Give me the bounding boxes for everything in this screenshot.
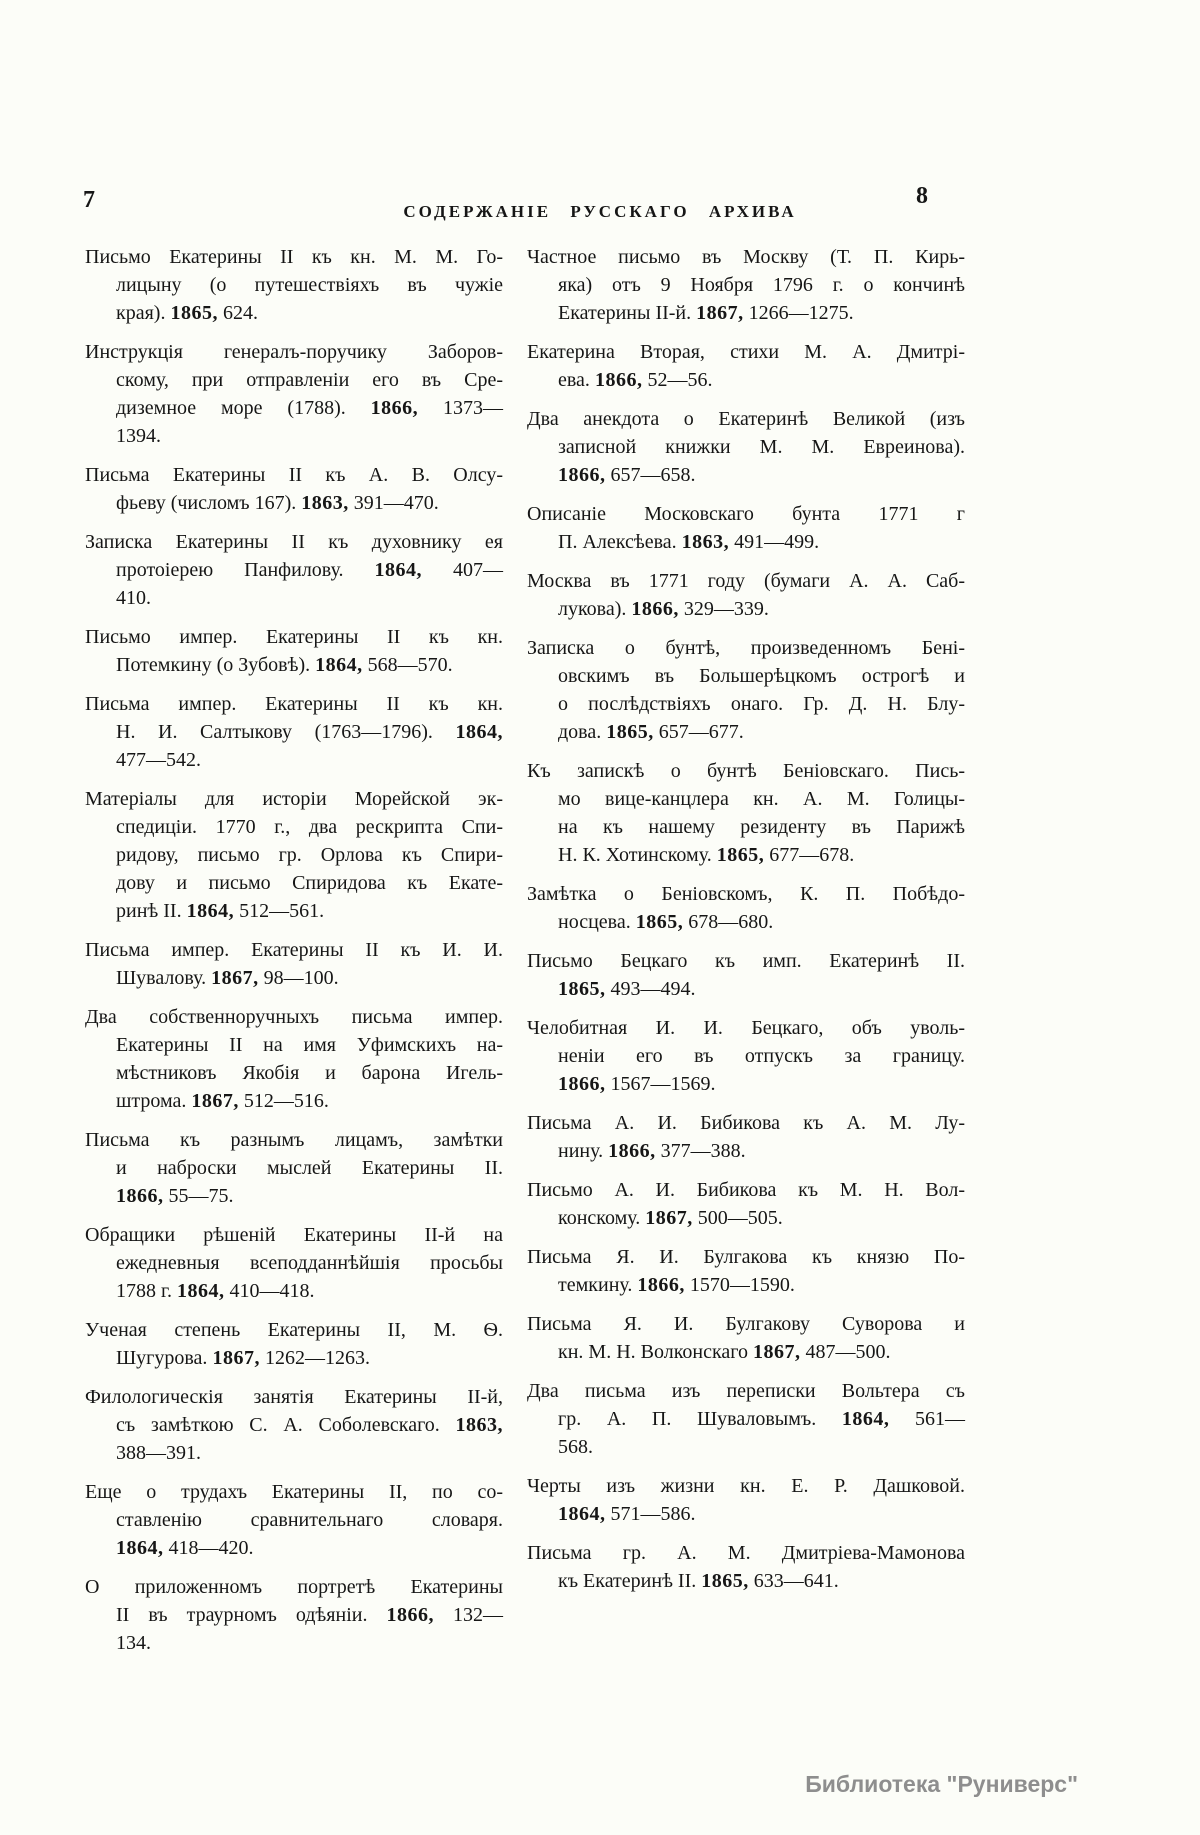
toc-entry: [85, 1478, 503, 1562]
toc-entry: [85, 1383, 503, 1467]
volume-year: 1864,: [186, 900, 235, 922]
toc-entry-line: конскому. 1867, 500—505.: [558, 1207, 783, 1229]
toc-entry-line: о послѣдствіяхъ онаго. Гр. Д. Н. Блу-: [558, 693, 965, 715]
toc-entry-line: лукова). 1866, 329—339.: [558, 598, 769, 620]
toc-entry-line: Екатерины II-й. 1867, 1266—1275.: [558, 302, 854, 324]
volume-year: 1864,: [315, 654, 363, 676]
toc-entry-line: Письма А. И. Бибикова къ А. М. Лу-: [527, 1112, 965, 1134]
volume-year: 1867,: [191, 1090, 239, 1112]
volume-year: 1867,: [696, 302, 744, 324]
toc-entry-line: съ замѣткою С. А. Соболевскаго. 1863,: [116, 1414, 503, 1436]
toc-entry-line: Черты изъ жизни кн. Е. Р. Дашковой.: [527, 1475, 965, 1497]
toc-entry-line: Письма Я. И. Булгакову Суворова и: [527, 1313, 965, 1335]
toc-entry-line: II въ траурномъ одѣяніи. 1866, 132—: [116, 1604, 504, 1626]
toc-entry-line: кн. М. Н. Волконскаго 1867, 487—500.: [558, 1341, 891, 1363]
toc-entry-line: штрома. 1867, 512—516.: [116, 1090, 329, 1112]
toc-entry-line: 568.: [558, 1436, 593, 1458]
toc-entry: [85, 1126, 503, 1210]
volume-year: 1863,: [301, 492, 349, 514]
volume-year: 1866,: [608, 1140, 656, 1162]
toc-entry-line: Записка Екатерины II къ духовнику ея: [85, 531, 503, 553]
toc-entry-line: и наброски мыслей Екатерины II.: [116, 1157, 503, 1179]
toc-entry-line: Екатерина Вторая, стихи М. А. Дмитрі-: [527, 341, 965, 363]
volume-year: 1865,: [716, 844, 765, 866]
page-number-left: 7: [83, 187, 95, 213]
toc-entry-line: ева. 1866, 52—56.: [558, 369, 713, 391]
toc-entry-line: 1866, 1567—1569.: [558, 1073, 716, 1095]
toc-entry-line: мѣстниковъ Якобія и барона Игель-: [116, 1062, 503, 1084]
toc-entry: [527, 1176, 965, 1232]
toc-entry: [527, 757, 965, 869]
toc-entry-line: П. Алексѣева. 1863, 491—499.: [558, 531, 820, 553]
toc-entry-line: на къ нашему резиденту въ Парижѣ: [558, 816, 965, 838]
toc-entry-line: Екатерины II на имя Уфимскихъ на-: [116, 1034, 503, 1056]
toc-entry-line: дова. 1865, 657—677.: [558, 721, 744, 743]
toc-entry-line: овскимъ въ Большерѣцкомъ острогѣ и: [558, 665, 965, 687]
volume-year: 1866,: [116, 1185, 164, 1207]
toc-entry-line: Описаніе Московскаго бунта 1771 г: [527, 503, 965, 525]
volume-year: 1864,: [176, 1280, 225, 1302]
toc-entry: [85, 690, 503, 774]
toc-entry-line: Ученая степень Екатерины II, М. Ѳ.: [85, 1319, 503, 1341]
toc-entry: [527, 1472, 965, 1528]
toc-entry: [85, 528, 503, 612]
toc-entry-line: ридову, письмо гр. Орлова къ Спири-: [116, 844, 503, 866]
toc-entry-line: Н. И. Салтыкову (1763—1796). 1864,: [116, 721, 503, 743]
toc-entry: [85, 461, 503, 517]
toc-entry: [527, 1539, 965, 1595]
toc-entry-line: яка) отъ 9 Ноября 1796 г. о кончинѣ: [558, 274, 965, 296]
column-left: [85, 243, 503, 1668]
toc-entry-line: Потемкину (о Зубовѣ). 1864, 568—570.: [116, 654, 453, 676]
volume-year: 1867,: [752, 1341, 801, 1363]
toc-entry-line: ежедневныя всеподданнѣйшія просьбы: [116, 1252, 503, 1274]
toc-entry-line: Филологическія занятія Екатерины II-й,: [85, 1386, 503, 1408]
library-watermark: Библиотека "Руниверс": [805, 1771, 1078, 1797]
volume-year: 1864,: [455, 721, 503, 743]
toc-entry-line: 1788 г. 1864, 410—418.: [116, 1280, 315, 1302]
toc-entry-line: края). 1865, 624.: [116, 302, 258, 324]
toc-entry-line: Два собственноручныхъ письма импер.: [85, 1006, 503, 1028]
toc-entry-line: Обращики рѣшеній Екатерины II-й на: [85, 1224, 503, 1246]
toc-entry: [527, 1243, 965, 1299]
page-number-right: 8: [916, 183, 928, 209]
volume-year: 1866,: [594, 369, 643, 391]
toc-entry-line: лицыну (о путешествіяхъ въ чужіе: [116, 274, 503, 296]
volume-year: 1866,: [558, 464, 606, 486]
toc-entry-line: записной книжки М. М. Евреинова).: [558, 436, 965, 458]
toc-entry-line: 1865, 493—494.: [558, 978, 696, 1000]
volume-year: 1864,: [116, 1537, 164, 1559]
toc-entry: [527, 947, 965, 1003]
toc-entry-line: Письма импер. Екатерины II къ И. И.: [85, 939, 503, 961]
toc-entry-line: ринѣ II. 1864, 512—561.: [116, 900, 325, 922]
toc-entry-line: 1864, 418—420.: [116, 1537, 254, 1559]
toc-entry: [527, 1109, 965, 1165]
volume-year: 1865,: [701, 1570, 749, 1592]
toc-entry: [527, 338, 965, 394]
toc-entry-line: носцева. 1865, 678—680.: [558, 911, 774, 933]
toc-entry: [527, 500, 965, 556]
toc-entry: [85, 1573, 503, 1657]
toc-entry: [85, 785, 503, 925]
toc-entry-line: Москва въ 1771 году (бумаги А. А. Саб-: [527, 570, 965, 592]
toc-entry-line: Письма гр. А. М. Дмитріева-Мамонова: [527, 1542, 965, 1564]
toc-entry-line: О приложенномъ портретѣ Екатерины: [85, 1576, 503, 1598]
volume-year: 1867,: [211, 967, 259, 989]
toc-entry-line: диземное море (1788). 1866, 1373—: [116, 397, 503, 419]
toc-entry-line: Письма импер. Екатерины II къ кн.: [85, 693, 503, 715]
toc-entry: [85, 1003, 503, 1115]
toc-entry-line: мо вице-канцлера кн. А. М. Голицы-: [558, 788, 965, 810]
toc-entry: [527, 880, 965, 936]
toc-entry-line: 1394.: [116, 425, 161, 447]
toc-entry-line: спедиціи. 1770 г., два рескрипта Спи-: [116, 816, 503, 838]
toc-entry-line: Письмо Бецкаго къ имп. Екатеринѣ II.: [527, 950, 965, 972]
toc-entry-line: 1864, 571—586.: [558, 1503, 696, 1525]
toc-entry-line: Письмо Екатерины II къ кн. М. М. Го-: [85, 246, 503, 268]
toc-entry-line: Матеріалы для исторіи Морейской эк-: [85, 788, 503, 810]
toc-entry-line: Частное письмо въ Москву (Т. П. Кирь-: [527, 246, 965, 268]
toc-entry-line: 134.: [116, 1632, 151, 1654]
toc-entry-line: темкину. 1866, 1570—1590.: [558, 1274, 795, 1296]
toc-entry: [527, 243, 965, 327]
toc-entry-line: гр. А. П. Шуваловымъ. 1864, 561—: [558, 1408, 966, 1430]
toc-entry: [527, 1377, 965, 1461]
toc-entry-line: Замѣтка о Беніовскомъ, К. П. Побѣдо-: [527, 883, 965, 905]
toc-entry-line: Записка о бунтѣ, произведенномъ Бені-: [527, 637, 965, 659]
toc-entry-line: протоіерею Панфилову. 1864, 407—: [116, 559, 503, 581]
toc-entry-line: Два анекдота о Екатеринѣ Великой (изъ: [527, 408, 965, 430]
volume-year: 1866,: [558, 1073, 606, 1095]
toc-entry: [85, 338, 503, 450]
volume-year: 1866,: [637, 1274, 685, 1296]
volume-year: 1867,: [212, 1347, 260, 1369]
toc-entry-line: 477—542.: [116, 749, 201, 771]
toc-entry-line: 1866, 55—75.: [116, 1185, 234, 1207]
toc-entry: [85, 1316, 503, 1372]
toc-entry-line: Письмо импер. Екатерины II къ кн.: [85, 626, 503, 648]
toc-entry: [527, 405, 965, 489]
toc-entry: [527, 634, 965, 746]
toc-entry-line: Шугурова. 1867, 1262—1263.: [116, 1347, 370, 1369]
toc-entry-line: нину. 1866, 377—388.: [558, 1140, 746, 1162]
toc-entry-line: дову и письмо Спиридова къ Екате-: [116, 872, 503, 894]
volume-year: 1867,: [645, 1207, 693, 1229]
toc-entry-line: Письмо А. И. Бибикова къ М. Н. Вол-: [527, 1179, 965, 1201]
toc-entry-line: Письма къ разнымъ лицамъ, замѣтки: [85, 1129, 503, 1151]
volume-year: 1864,: [374, 559, 423, 581]
toc-entry-line: Еще о трудахъ Екатерины II, по со-: [85, 1481, 503, 1503]
page-title: СОДЕРЖАНІЕ РУССКАГО АРХИВА: [403, 202, 797, 221]
toc-entry-line: Челобитная И. И. Бецкаго, объ уволь-: [527, 1017, 965, 1039]
volume-year: 1863,: [681, 531, 730, 553]
column-right: [527, 243, 965, 1606]
toc-entry: [85, 1221, 503, 1305]
toc-entry-line: скому, при отправленіи его въ Сре-: [116, 369, 503, 391]
toc-entry: [527, 1310, 965, 1366]
toc-entry-line: Письма Екатерины II къ А. В. Олсу-: [85, 464, 503, 486]
volume-year: 1864,: [841, 1408, 890, 1430]
volume-year: 1865,: [606, 721, 654, 743]
toc-entry-line: Шувалову. 1867, 98—100.: [116, 967, 339, 989]
toc-entry-line: неніи его въ отпускъ за границу.: [558, 1045, 965, 1067]
toc-entry-line: фьеву (числомъ 167). 1863, 391—470.: [116, 492, 439, 514]
toc-entry: [527, 1014, 965, 1098]
toc-entry: [85, 243, 503, 327]
volume-year: 1866,: [386, 1604, 434, 1626]
toc-entry-line: къ Екатеринѣ II. 1865, 633—641.: [558, 1570, 839, 1592]
toc-entry-line: 388—391.: [116, 1442, 201, 1464]
toc-entry-line: Письма Я. И. Булгакова къ князю По-: [527, 1246, 965, 1268]
toc-entry-line: Инструкція генералъ-поручику Заборов-: [85, 341, 503, 363]
volume-year: 1864,: [558, 1503, 606, 1525]
volume-year: 1865,: [558, 978, 606, 1000]
volume-year: 1865,: [635, 911, 684, 933]
volume-year: 1863,: [455, 1414, 503, 1436]
toc-entry-line: Къ запискѣ о бунтѣ Беніовскаго. Пись-: [527, 760, 965, 782]
toc-entry-line: ставленію сравнительнаго словаря.: [116, 1509, 503, 1531]
toc-entry-line: Два письма изъ переписки Вольтера съ: [527, 1380, 965, 1402]
toc-entry: [85, 623, 503, 679]
toc-entry: [527, 567, 965, 623]
toc-entry-line: Н. К. Хотинскому. 1865, 677—678.: [558, 844, 855, 866]
volume-year: 1866,: [631, 598, 679, 620]
volume-year: 1866,: [370, 397, 419, 419]
volume-year: 1865,: [170, 302, 218, 324]
toc-entry: [85, 936, 503, 992]
toc-entry-line: 410.: [116, 587, 151, 609]
toc-entry-line: 1866, 657—658.: [558, 464, 696, 486]
